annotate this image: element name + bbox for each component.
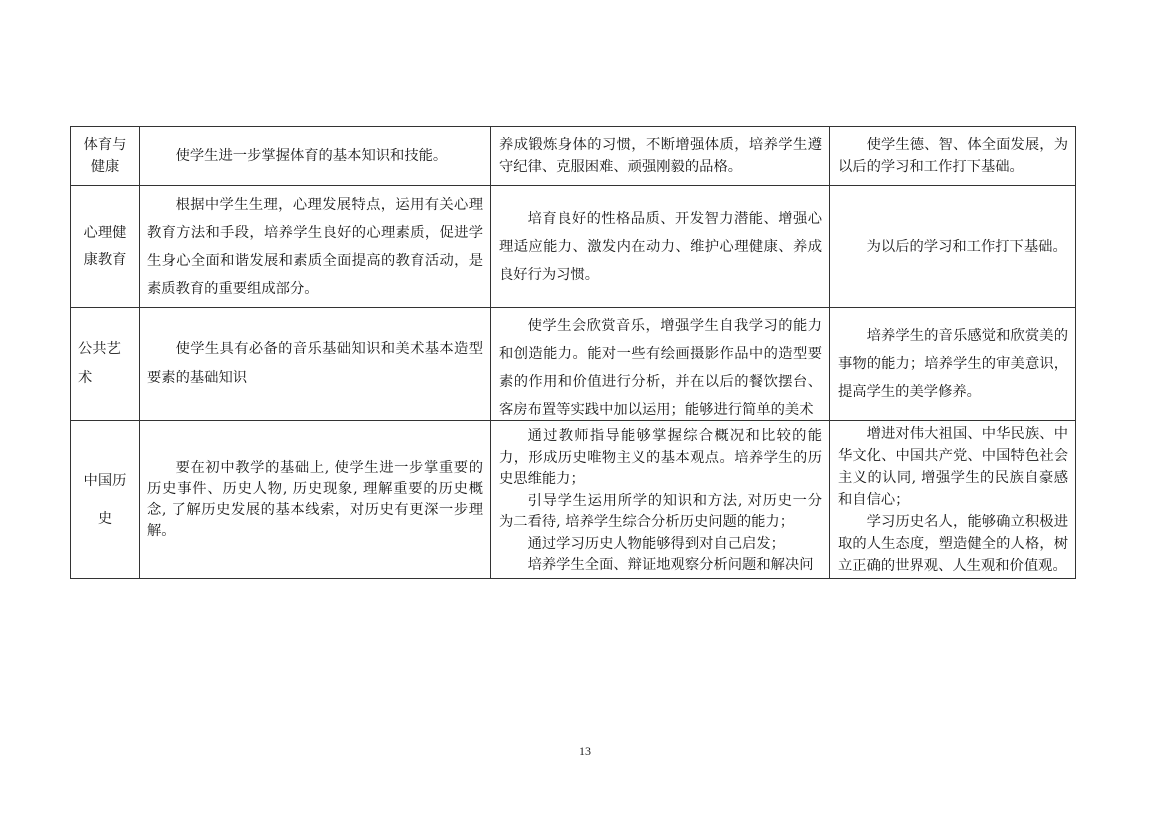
outcome-text: 培养学生的音乐感觉和欣赏美的事物的能力；培养学生的审美意识，提高学生的美学修养。 [838,328,1068,400]
goal-cell [140,421,491,579]
outcome-text: 为以后的学习和工作打下基础。 [866,238,1067,255]
outcome-cell [830,186,1076,308]
goal-text: 根据中学生生理，心理发展特点，运用有关心理教育方法和手段，培养学生良好的心理素质，促进学生身心全面和谐发展和素质全面提高的教育活动，是素质教育的重要组成部分。 [147,196,483,297]
subject-text: 心理健康教育 [83,224,127,268]
ability-cell [491,127,830,186]
ability-text: 通过学习历史人物能够得到对自己启发； [527,535,785,552]
page-number: 13 [579,744,591,758]
ability-cell [491,421,830,579]
ability-text: 培养学生全面、辩证地观察分析问题和解决问 [527,557,814,573]
subject-cell [71,127,140,186]
outcome-text: 增进对伟大祖国、中华民族、中华文化、中国共产党、中国特色社会主义的认同, 增强学生的民族自豪感和自信心； [838,425,1068,508]
ability-cell [491,186,830,308]
ability-text: 培育良好的性格品质、开发智力潜能、增强心理适应能力、激发内在动力、维护心理健康、养成良好行为习惯。 [499,210,822,283]
subject-cell [71,186,140,308]
outcome-cell [830,127,1076,186]
goal-text: 使学生进一步掌握体育的基本知识和技能。 [175,148,448,164]
goal-text: 要在初中教学的基础上, 使学生进一步掌重要的历史事件、历史人物, 历史现象, 理解重要的历史概念, 了解历史发展的基本线索，对历史有更深一步理解。 [147,459,483,539]
subject-text: 中国历史 [83,472,127,527]
subject-text: 体育与健康 [83,137,127,175]
outcome-cell [830,421,1076,579]
ability-text: 养成锻炼身体的习惯，不断增强体质，培养学生遵守纪律、克服困难、顽强刚毅的品格。 [499,137,822,175]
ability-text: 引导学生运用所学的知识和方法, 对历史一分为二看待, 培养学生综合分析历史问题的能力； [499,492,822,530]
outcome-text: 使学生德、智、体全面发展，为以后的学习和工作打下基础。 [838,137,1068,175]
goal-cell [140,127,491,186]
ability-cell [491,308,830,421]
goal-cell [140,186,491,308]
goal-text: 使学生具有必备的音乐基础知识和美术基本造型要素的基础知识 [147,341,483,386]
subject-text: 公共艺术 [78,341,121,386]
ability-text: 通过教师指导能够掌握综合概况和比较的能力，形成历史唯物主义的基本观点。培养学生的历史思维能力； [499,428,822,487]
curriculum-table [70,126,1076,579]
goal-cell [140,308,491,421]
ability-text: 使学生会欣赏音乐，增强学生自我学习的能力和创造能力。能对一些有绘画摄影作品中的造型要素的作用和价值进行分析，并在以后的餐饮摆台、客房布置等实践中加以运用；能够进行简单的美术 [499,318,822,418]
subject-cell [71,308,140,421]
subject-cell [71,421,140,579]
outcome-text: 学习历史名人，能够确立积极进取的人生态度，塑造健全的人格，树立正确的世界观、人生观和价值观。 [838,513,1068,574]
outcome-cell [830,308,1076,421]
